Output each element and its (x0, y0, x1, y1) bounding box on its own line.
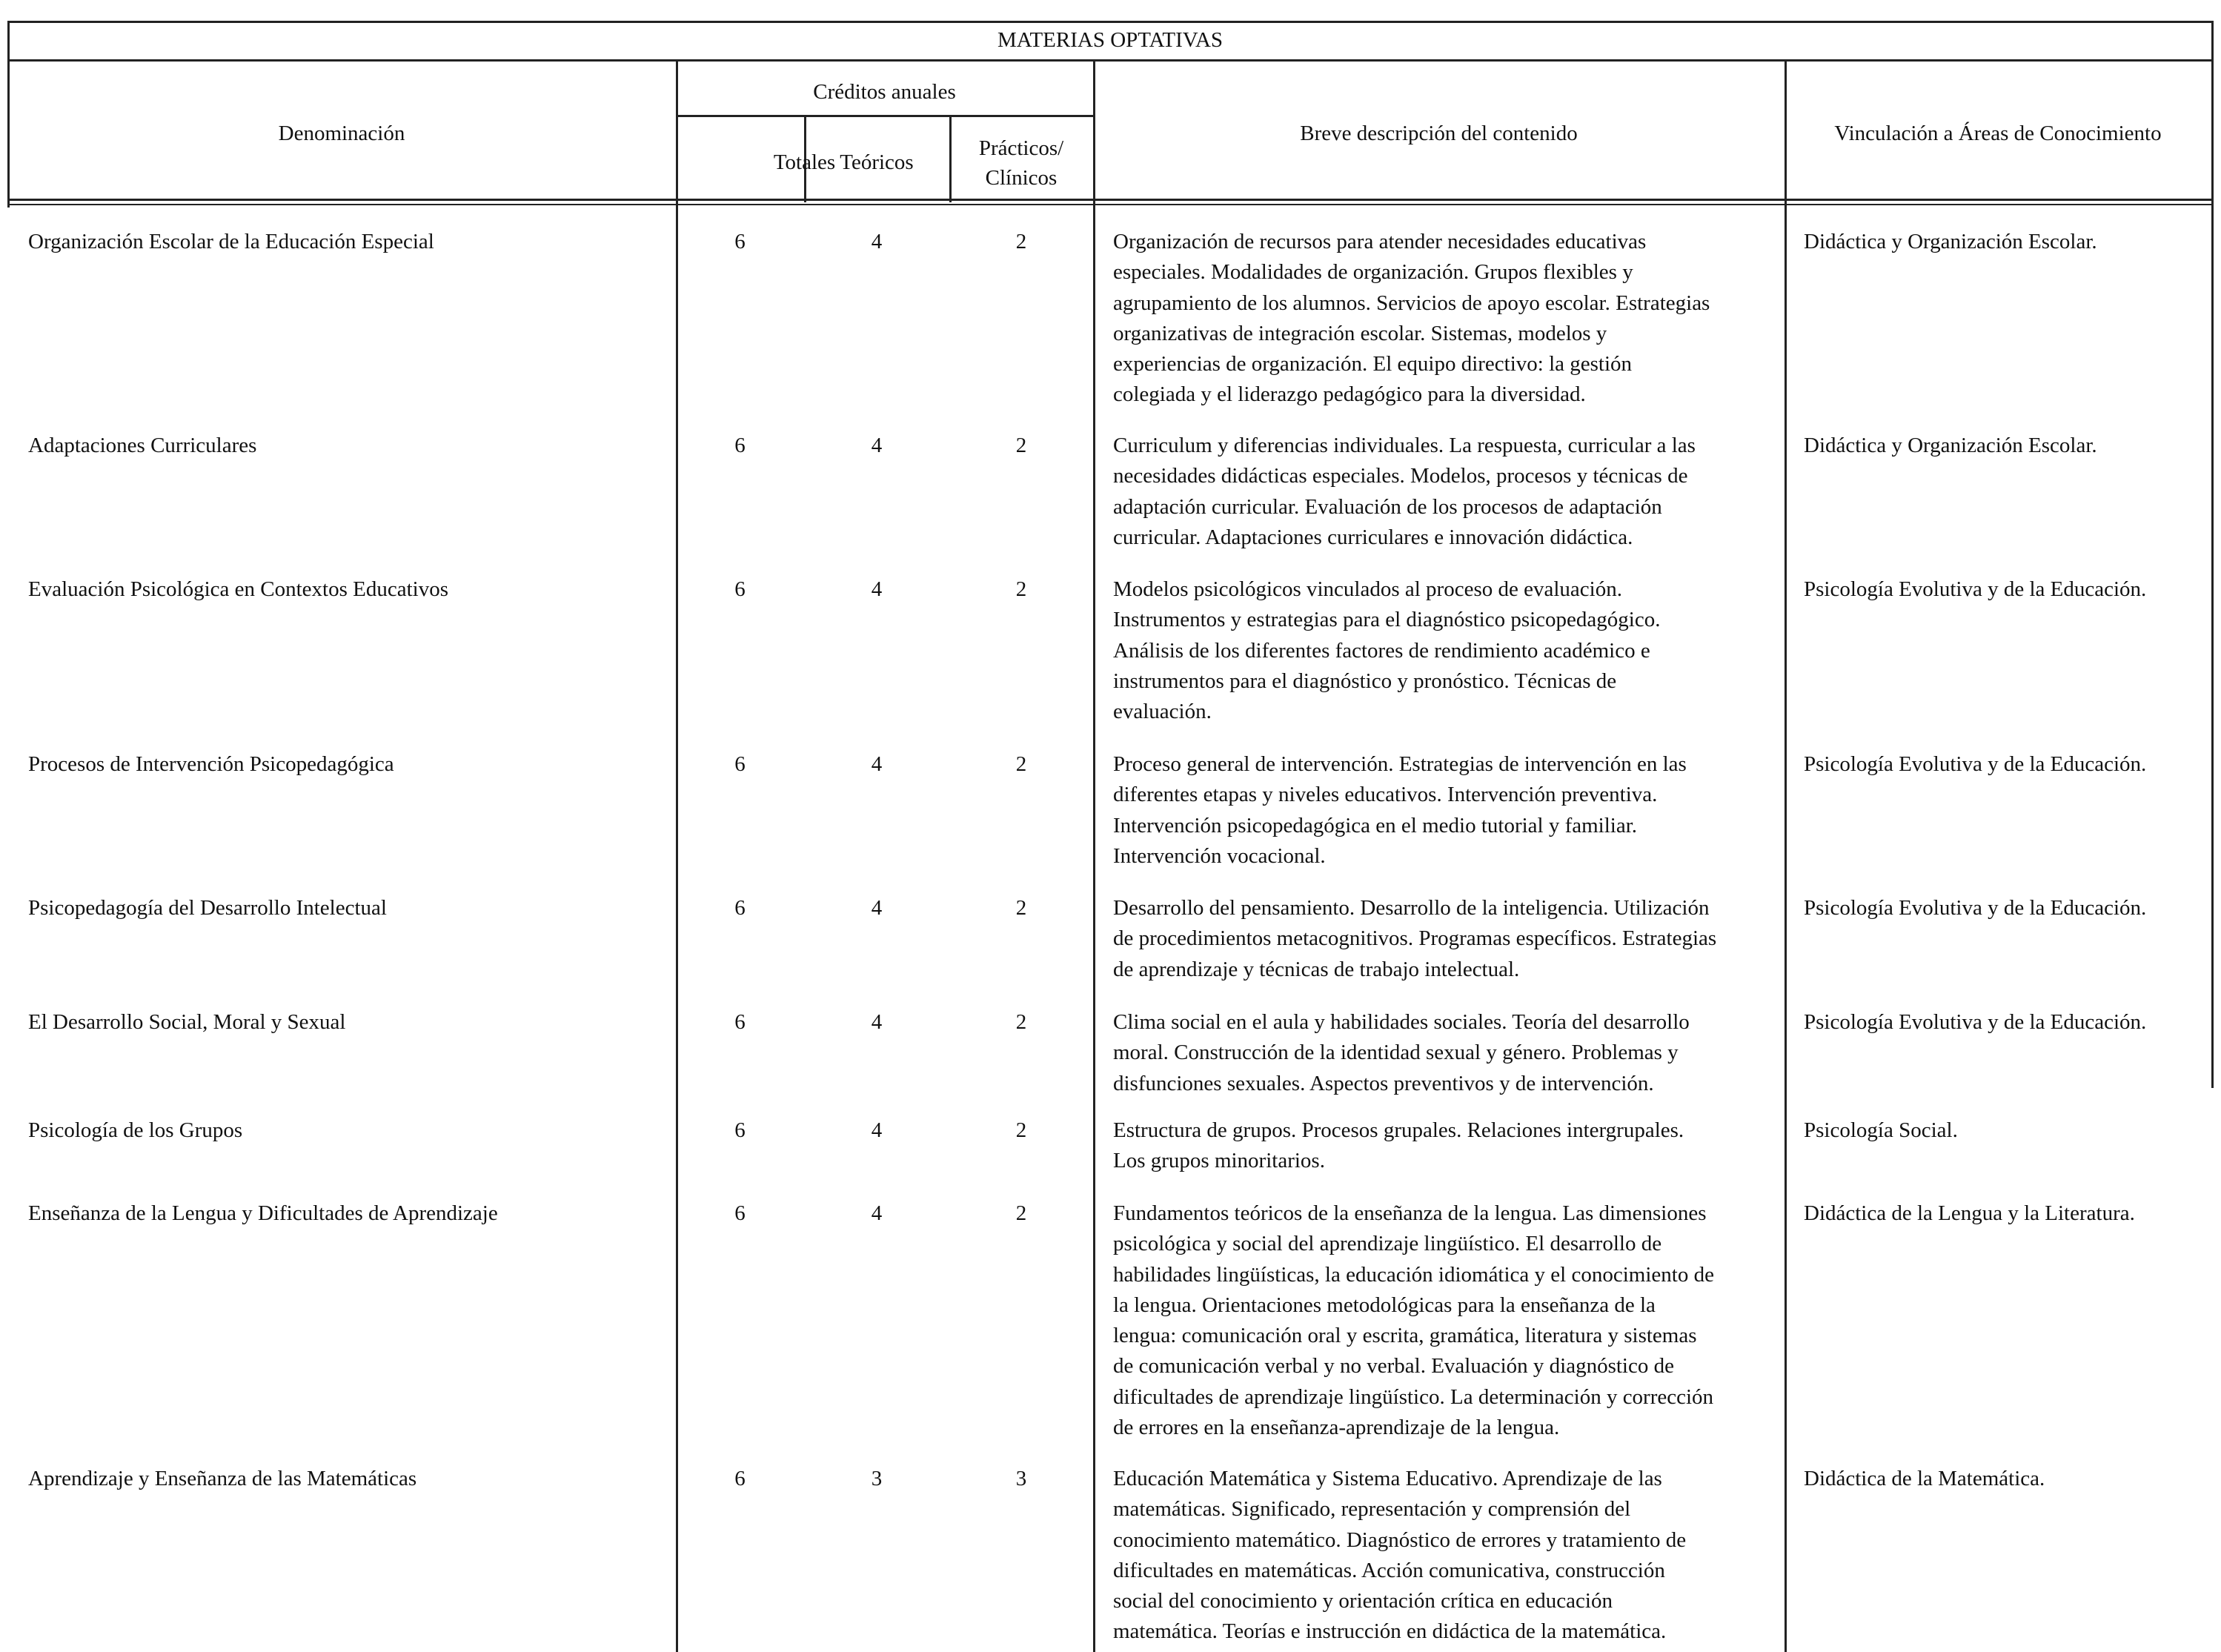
desc-line: Curriculum y diferencias individuales. La respuesta, curricular a las (1113, 434, 1696, 457)
row-denominacion: El Desarrollo Social, Moral y Sexual (28, 1010, 346, 1034)
row-denominacion: Procesos de Intervención Psicopedagógica (28, 752, 394, 776)
row-denominacion: Aprendizaje y Enseñanza de las Matemáticas (28, 1467, 417, 1490)
desc-line: de procedimientos metacognitivos. Programas específicos. Estrategias (1113, 926, 1717, 951)
desc-line: Proceso general de intervención. Estrategias de intervención en las (1113, 752, 1687, 776)
desc-line: Análisis de los diferentes factores de rendimiento académico e (1113, 638, 1650, 663)
table-title: MATERIAS OPTATIVAS (997, 28, 1224, 52)
desc-line: Los grupos minoritarios. (1113, 1149, 1325, 1173)
row-practicos: 2 (1015, 1118, 1027, 1142)
desc-line: adaptación curricular. Evaluación de los procesos de adaptación (1113, 494, 1662, 519)
desc-line: psicológica y social del aprendizaje lingüístico. El desarrollo de (1113, 1232, 1662, 1256)
row-descripcion (1113, 1198, 1780, 1443)
header-teoricos: Teóricos (840, 150, 914, 174)
desc-line: social del conocimiento y orientación crítica en educación (1113, 1589, 1613, 1613)
desc-line: dificultades de aprendizaje lingüístico. La determinación y corrección (1113, 1384, 1714, 1409)
row-practicos: 3 (1015, 1467, 1027, 1490)
row-teoricos: 4 (871, 1201, 883, 1225)
row-descripcion (1113, 431, 1780, 553)
desc-line: de comunicación verbal y no verbal. Evaluación y diagnóstico de (1113, 1354, 1674, 1379)
row-teoricos: 4 (871, 577, 883, 601)
row-descripcion (1113, 893, 1780, 985)
row-area: Didáctica de la Lengua y la Literatura. (1804, 1201, 2135, 1225)
title-bottom-border (7, 59, 2213, 62)
header-vinculacion: Vinculación a Áreas de Conocimiento (1834, 122, 2162, 145)
desc-line: la lengua. Orientaciones metodológicas para la enseñanza de la (1113, 1293, 1656, 1317)
row-totales: 6 (734, 896, 746, 920)
row-denominacion: Organización Escolar de la Educación Especial (28, 230, 434, 253)
row-area: Didáctica y Organización Escolar. (1804, 230, 2097, 253)
desc-line: Desarrollo del pensamiento. Desarrollo de la inteligencia. Utilización (1113, 896, 1710, 920)
row-area: Psicología Social. (1804, 1118, 1958, 1142)
col-rule-creditos (1093, 59, 1095, 1652)
row-area: Psicología Evolutiva y de la Educación. (1804, 577, 2147, 601)
desc-line: de errores en la enseñanza-aprendizaje de la lengua. (1113, 1416, 1560, 1440)
desc-line: necesidades didácticas especiales. Modelos, procesos y técnicas de (1113, 464, 1688, 488)
desc-line: matemáticas. Significado, representación y comprensión del (1113, 1497, 1631, 1522)
row-teoricos: 4 (871, 752, 883, 776)
row-area: Didáctica y Organización Escolar. (1804, 434, 2097, 457)
desc-line: organizativas de integración escolar. Sistemas, modelos y (1113, 321, 1607, 345)
row-totales: 6 (734, 1201, 746, 1225)
row-descripcion (1113, 1115, 1780, 1177)
row-denominacion: Psicopedagogía del Desarrollo Intelectual (28, 896, 387, 920)
desc-line: agrupamiento de los alumnos. Servicios de apoyo escolar. Estrategias (1113, 291, 1710, 315)
row-practicos: 2 (1015, 434, 1027, 457)
row-totales: 6 (734, 577, 746, 601)
desc-line: matemática. Teorías e instrucción en didáctica de la matemática. (1113, 1619, 1667, 1644)
row-totales: 6 (734, 1010, 746, 1034)
desc-line: de aprendizaje y técnicas de trabajo intelectual. (1113, 957, 1520, 981)
row-totales: 6 (734, 230, 746, 253)
row-totales: 6 (734, 1467, 746, 1490)
desc-line: Educación Matemática y Sistema Educativo. Aprendizaje de las (1113, 1467, 1662, 1490)
header-bottom-border-2 (7, 204, 2213, 205)
desc-line: Instrumentos y estrategias para el diagnóstico psicopedagógico. (1113, 608, 1661, 632)
desc-line: Clima social en el aula y habilidades sociales. Teoría del desarrollo (1113, 1010, 1690, 1034)
row-denominacion: Evaluación Psicológica en Contextos Educativos (28, 577, 448, 601)
row-teoricos: 4 (871, 1010, 883, 1034)
row-descripcion (1113, 574, 1780, 727)
col-rule-descripcion (1785, 59, 1787, 1652)
desc-line: Intervención psicopedagógica en el medio tutorial y familiar. (1113, 813, 1638, 837)
row-area: Psicología Evolutiva y de la Educación. (1804, 1010, 2147, 1034)
row-teoricos: 4 (871, 230, 883, 253)
row-practicos: 2 (1015, 230, 1027, 253)
desc-line: especiales. Modalidades de organización. Grupos flexibles y (1113, 260, 1633, 285)
header-totales: Totales (773, 150, 836, 174)
desc-line: moral. Construcción de la identidad sexual y género. Problemas y (1113, 1041, 1679, 1065)
row-teoricos: 3 (871, 1467, 883, 1490)
row-totales: 6 (734, 752, 746, 776)
row-teoricos: 4 (871, 1118, 883, 1142)
row-descripcion (1113, 1007, 1780, 1099)
row-totales: 6 (734, 1118, 746, 1142)
col-rule-denominacion (676, 59, 678, 1652)
header-practicos-line1: Prácticos/ (978, 136, 1064, 160)
desc-line: Modelos psicológicos vinculados al proceso de evaluación. (1113, 577, 1622, 601)
header-creditos-anuales: Créditos anuales (813, 80, 956, 104)
header-practicos-line2: Clínicos (985, 166, 1058, 190)
row-denominacion: Psicología de los Grupos (28, 1118, 243, 1142)
row-area: Psicología Evolutiva y de la Educación. (1804, 896, 2147, 920)
desc-line: Estructura de grupos. Procesos grupales. Relaciones intergrupales. (1113, 1118, 1684, 1142)
header-denominacion: Denominación (278, 122, 405, 145)
row-practicos: 2 (1015, 1010, 1027, 1034)
row-denominacion: Adaptaciones Curriculares (28, 434, 257, 457)
desc-line: Organización de recursos para atender necesidades educativas (1113, 230, 1647, 253)
table-right-border (2211, 21, 2214, 1088)
desc-line: habilidades lingüísticas, la educación idiomática y el conocimiento de (1113, 1262, 1714, 1287)
row-area: Didáctica de la Matemática. (1804, 1467, 2045, 1490)
desc-line: diferentes etapas y niveles educativos. Intervención preventiva. (1113, 783, 1658, 807)
desc-line: curricular. Adaptaciones curriculares e innovación didáctica. (1113, 525, 1633, 549)
row-descripcion (1113, 227, 1780, 411)
row-practicos: 2 (1015, 896, 1027, 920)
row-totales: 6 (734, 434, 746, 457)
row-practicos: 2 (1015, 752, 1027, 776)
desc-line: lengua: comunicación oral y escrita, gramática, literatura y sistemas (1113, 1324, 1697, 1348)
desc-line: dificultades en matemáticas. Acción comunicativa, construcción (1113, 1558, 1665, 1582)
row-denominacion: Enseñanza de la Lengua y Dificultades de Aprendizaje (28, 1201, 498, 1225)
row-teoricos: 4 (871, 434, 883, 457)
desc-line: colegiada y el liderazgo pedagógico para la diversidad. (1113, 382, 1586, 407)
row-descripcion (1113, 1464, 1780, 1648)
desc-line: disfunciones sexuales. Aspectos preventivos y de intervención. (1113, 1071, 1654, 1095)
row-practicos: 2 (1015, 577, 1027, 601)
desc-line: evaluación. (1113, 700, 1212, 724)
header-descripcion: Breve descripción del contenido (1300, 122, 1578, 145)
desc-line: Fundamentos teóricos de la enseñanza de la lengua. Las dimensiones (1113, 1201, 1707, 1225)
row-teoricos: 4 (871, 896, 883, 920)
desc-line: conocimiento matemático. Diagnóstico de errores y tratamiento de (1113, 1527, 1687, 1552)
desc-line: experiencias de organización. El equipo directivo: la gestión (1113, 352, 1633, 376)
row-descripcion (1113, 749, 1780, 872)
creditos-subheader-rule (676, 115, 1093, 117)
header-bottom-border (7, 199, 2213, 201)
row-practicos: 2 (1015, 1201, 1027, 1225)
desc-line: instrumentos para el diagnóstico y pronóstico. Técnicas de (1113, 669, 1617, 693)
row-area: Psicología Evolutiva y de la Educación. (1804, 752, 2147, 776)
desc-line: Intervención vocacional. (1113, 843, 1326, 868)
